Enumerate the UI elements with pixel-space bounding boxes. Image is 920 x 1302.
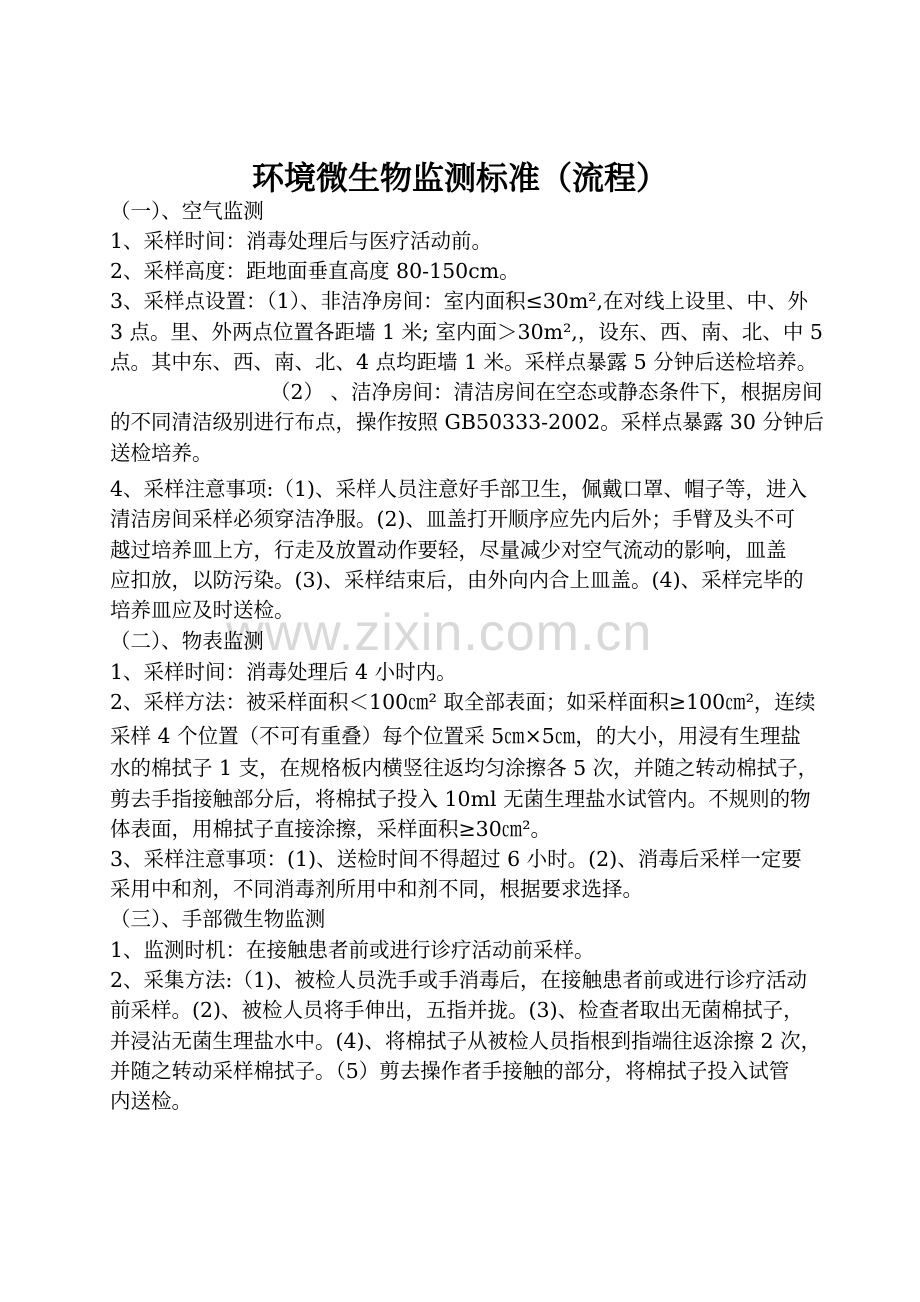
paragraph-line: 3 点。里、外两点位置各距墙 1 米; 室内面＞30m²,，设东、西、南、北、中 5 [110,320,823,344]
paragraph-line: 内送检。 [110,1089,192,1113]
section-heading-hand: （三）、手部微生物监测 [110,907,326,931]
paragraph-line: 4、采样注意事项:（1)、采样人员注意好手部卫生，佩戴口罩、帽子等，进入 [110,477,807,501]
paragraph-line: 培养皿应及时送检。 [110,598,295,622]
paragraph-line: 的不同清洁级别进行布点，操作按照 GB50333-2002。采样点暴露 30 分钟后 [110,410,824,434]
section-heading-surface: （二）、物表监测 [110,629,264,653]
document-title: 环境微生物监测标准（流程） [251,159,668,197]
paragraph-line: 3、采样注意事项：(1)、送检时间不得超过 6 小时。(2)、消毒后采样一定要 [110,847,802,871]
watermark: www.zixin.com.cn [226,604,653,662]
paragraph-line: 体表面，用棉拭子直接涂擦，采样面积≥30㎝²。 [110,817,551,841]
paragraph-line: 送检培养。 [110,441,213,465]
paragraph-line: 越过培养皿上方，行走及放置动作要轻，尽量减少对空气流动的影响，皿盖 [110,538,787,562]
paragraph-line: 水的棉拭子 1 支，在规格板内横竖往返均匀涂擦各 5 次，并随之转动棉拭子， [110,756,819,780]
paragraph-line: 1、监测时机：在接触患者前或进行诊疗活动前采样。 [110,938,595,962]
paragraph-line: 3、采样点设置：（1）、非洁净房间：室内面积≤30m²,在对线上设里、中、外 [110,289,809,313]
section-heading-air: （一）、空气监测 [110,199,264,223]
paragraph-line: 并随之转动采样棉拭子。（5）剪去操作者手接触的部分，将棉拭子投入试管 [110,1059,790,1083]
paragraph-line: 1、采样时间：消毒处理后 4 小时内。 [110,660,457,684]
paragraph-line: 并浸沾无菌生理盐水中。(4)、将棉拭子从被检人员指根到指端往返涂擦 2 次， [110,1029,822,1053]
paragraph-line: 2、采样方法：被采样面积＜100㎝² 取全部表面；如采样面积≥100㎝²，连续 [110,690,816,714]
paragraph-line: 前采样。(2)、被检人员将手伸出，五指并拢。(3)、检查者取出无菌棉拭子， [110,998,804,1022]
paragraph-line: 清洁房间采样必须穿洁净服。(2)、皿盖打开顺序应先内后外；手臂及头不可 [110,507,796,531]
paragraph-line: 采样 4 个位置（不可有重叠）每个位置采 5㎝×5㎝，的大小，用浸有生理盐 [110,724,801,748]
paragraph-line: 2、采集方法:（1)、被检人员洗手或手消毒后，在接触患者前或进行诊疗活动 [110,968,807,992]
paragraph-line: 应扣放，以防污染。(3)、采样结束后，由外向内合上皿盖。(4)、采样完毕的 [110,568,804,592]
paragraph-line: 采用中和剂，不同消毒剂所用中和剂不同，根据要求选择。 [110,877,643,901]
paragraph-line: 剪去手指接触部分后，将棉拭子投入 10ml 无菌生理盐水试管内。不规则的物 [110,787,811,811]
paragraph-line: 1、采样时间：消毒处理后与医疗活动前。 [110,229,493,253]
paragraph-line: （2） 、洁净房间：清洁房间在空态或静态条件下，根据房间 [270,380,823,404]
paragraph-line: 2、采样高度：距地面垂直高度 80-150cm。 [110,259,520,283]
paragraph-line: 点。其中东、西、南、北、4 点均距墙 1 米。采样点暴露 5 分钟后送检培养。 [110,350,818,374]
